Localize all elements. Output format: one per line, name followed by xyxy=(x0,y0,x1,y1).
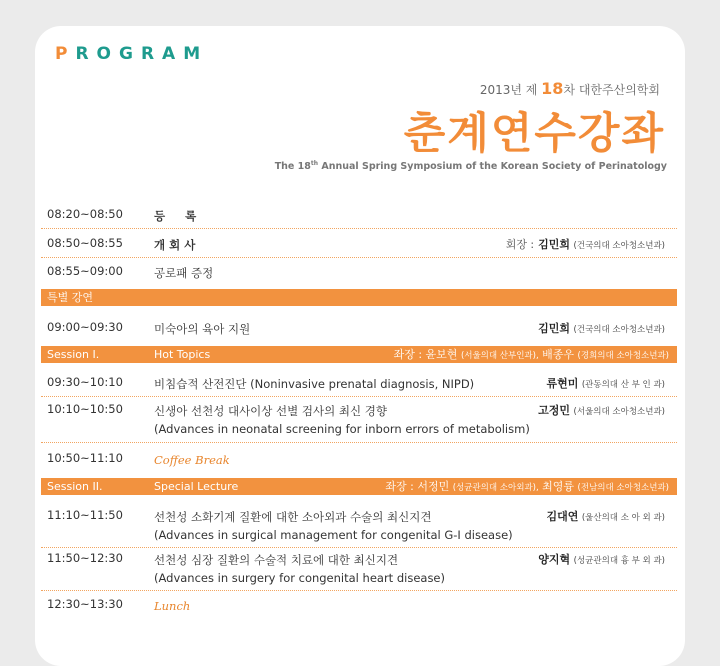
chair-1-affiliation: (성균관의대 소아외과), xyxy=(452,483,539,493)
row-time: 08:55~09:00 xyxy=(47,264,123,278)
divider xyxy=(41,590,677,591)
subtitle-pre: The 18 xyxy=(274,161,311,173)
row-speaker xyxy=(538,551,665,567)
session-label: Session II. xyxy=(47,480,103,493)
speaker-affiliation: (성균관의대 흉 부 외 과) xyxy=(573,556,665,566)
session-title: Special Lecture xyxy=(154,480,239,493)
row-time: 12:30~13:30 xyxy=(47,597,123,611)
row-speaker xyxy=(538,402,665,418)
divider xyxy=(41,396,677,397)
row-time: 09:00~09:30 xyxy=(47,320,123,334)
session-title: Hot Topics xyxy=(154,348,211,361)
speaker-affiliation: (울산의대 소 아 외 과) xyxy=(581,513,665,523)
session-chairs xyxy=(394,346,669,365)
row-speaker xyxy=(546,508,665,524)
speaker-affiliation: (건국의대 소아청소년과) xyxy=(573,325,665,335)
row-time: 10:50~11:10 xyxy=(47,451,123,465)
speaker-name: 류현미 xyxy=(546,377,579,390)
row-title: 비침습적 산전진단 (Noninvasive prenatal diagnosis, NIPD) xyxy=(154,377,475,391)
row-title: 등 록 xyxy=(154,209,197,223)
title-en: (Advances in neonatal screening for inborn errors of metabolism) xyxy=(154,422,530,436)
row-speaker xyxy=(506,236,665,252)
section-bar xyxy=(41,346,677,363)
session-chairs xyxy=(385,478,669,497)
speaker-affiliation: (건국의대 소아청소년과) xyxy=(573,241,665,251)
section-label: 특별 강연 xyxy=(47,291,94,304)
divider xyxy=(41,228,677,229)
program-card xyxy=(35,26,685,666)
chair-1: 좌장 : 서정민 xyxy=(385,480,450,493)
chair-1-affiliation: (서울의대 산부인과), xyxy=(460,351,539,361)
row-time: 08:50~08:55 xyxy=(47,236,123,250)
speaker-name: 김민희 xyxy=(538,238,571,251)
title-ko: 선천성 심장 질환의 수술적 치료에 대한 최신지견 xyxy=(154,553,399,567)
subtitle-post: Annual Spring Symposium of the Korean Society of Perinatology xyxy=(318,161,667,173)
edition-year: 2013년 제 xyxy=(479,83,542,97)
row-title xyxy=(154,402,530,438)
page-title: 춘계연수강좌 xyxy=(403,109,665,159)
program-first-letter: P xyxy=(55,44,76,64)
row-speaker xyxy=(546,375,665,391)
row-title: 공로패 증정 xyxy=(154,266,214,280)
row-title: 미숙아의 육아 지원 xyxy=(154,322,251,336)
divider xyxy=(41,257,677,258)
program-rest: ROGRAM xyxy=(75,44,209,64)
page-subtitle xyxy=(275,160,667,172)
speaker-name: 양지혁 xyxy=(538,553,571,566)
row-speaker xyxy=(538,320,665,336)
chair-2: 최영륭 xyxy=(538,480,575,493)
title-en: (Advances in surgery for congenital heart disease) xyxy=(154,571,445,585)
chair-2-affiliation: (전남의대 소아청소년과) xyxy=(577,483,669,493)
section-bar xyxy=(41,289,677,306)
row-time: 09:30~10:10 xyxy=(47,375,123,389)
subtitle-sup: th xyxy=(310,160,319,167)
row-time: 11:10~11:50 xyxy=(47,508,123,522)
row-title xyxy=(154,508,513,544)
row-title: 개 회 사 xyxy=(154,238,196,252)
divider xyxy=(41,547,677,548)
edition-society: 차 대한주산의학회 xyxy=(563,83,660,97)
edition-line xyxy=(480,79,660,98)
speaker-name: 김대연 xyxy=(546,510,579,523)
title-ko: 신생아 선천성 대사이상 선별 검사의 최신 경향 xyxy=(154,404,388,418)
chair-2: 배종우 xyxy=(538,348,575,361)
chair-label: 회장 : xyxy=(505,238,535,251)
edition-number: 18 xyxy=(541,79,564,98)
row-title: Coffee Break xyxy=(154,453,230,467)
speaker-affiliation: (관동의대 산 부 인 과) xyxy=(581,380,665,390)
speaker-affiliation: (서울의대 소아청소년과) xyxy=(573,407,665,417)
session-label: Session I. xyxy=(47,348,100,361)
chair-2-affiliation: (경희의대 소아청소년과) xyxy=(577,351,669,361)
row-time: 08:20~08:50 xyxy=(47,207,123,221)
row-time: 11:50~12:30 xyxy=(47,551,123,565)
title-ko: 선천성 소화기계 질환에 대한 소아외과 수술의 최신지견 xyxy=(154,510,432,524)
row-title xyxy=(154,551,445,587)
divider xyxy=(41,442,677,443)
chair-1: 좌장 : 윤보현 xyxy=(393,348,458,361)
program-heading xyxy=(55,44,208,64)
row-time: 10:10~10:50 xyxy=(47,402,123,416)
speaker-name: 고정민 xyxy=(538,404,571,417)
row-title: Lunch xyxy=(154,599,191,613)
title-en: (Advances in surgical management for congenital G-I disease) xyxy=(154,528,513,542)
speaker-name: 김민희 xyxy=(538,322,571,335)
section-bar xyxy=(41,478,677,495)
